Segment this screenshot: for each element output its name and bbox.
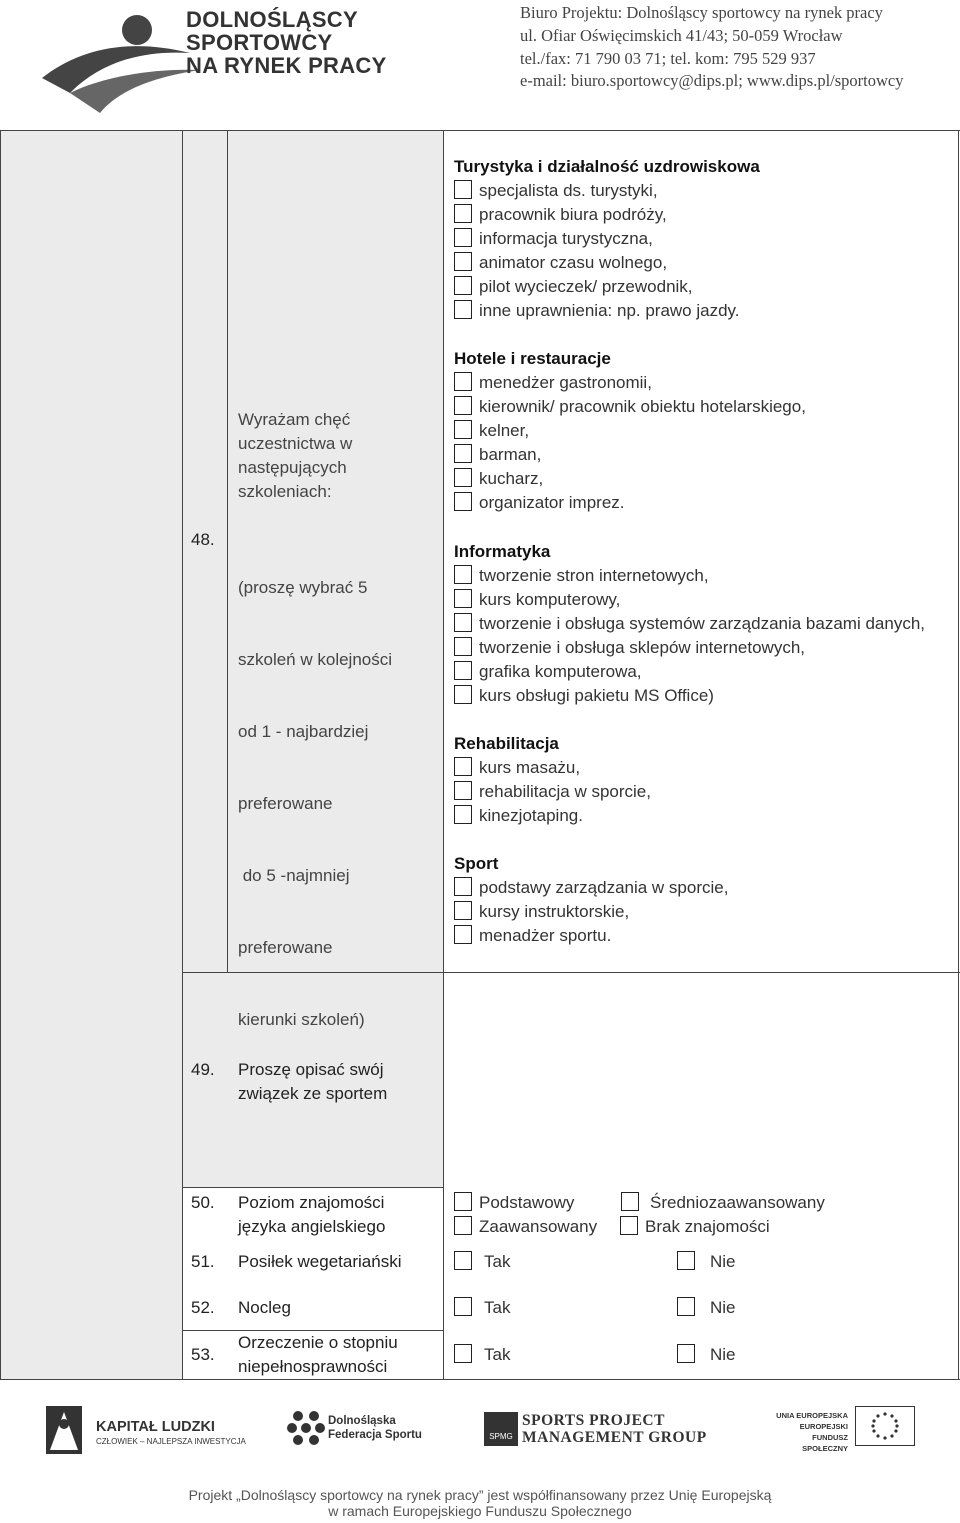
training-option-checkbox[interactable]	[454, 613, 472, 632]
section-title: Sport	[454, 854, 499, 873]
spmg-line: MANAGEMENT GROUP	[522, 1429, 707, 1446]
q52-label: Nocleg	[238, 1298, 291, 1317]
training-option-checkbox[interactable]	[454, 468, 472, 487]
training-option-checkbox[interactable]	[454, 661, 472, 680]
training-option-label: informacja turystyczna,	[479, 229, 653, 248]
footnote-line: w ramach Europejskiego Funduszu Społecznego	[328, 1503, 632, 1519]
dfs-line: Federacja Sportu	[328, 1429, 422, 1441]
q52-number: 52.	[191, 1298, 215, 1317]
training-option-label: kurs obsługi pakietu MS Office)	[479, 686, 714, 705]
q51-number: 51.	[191, 1252, 215, 1271]
disability-no-label: Nie	[710, 1345, 736, 1364]
kapital-ludzki-title: KAPITAŁ LUDZKI	[96, 1419, 215, 1435]
q50-number: 50.	[191, 1193, 215, 1212]
note-line: kierunki szkoleń)	[238, 1010, 365, 1029]
col-line	[958, 130, 959, 1380]
training-option-label: kelner,	[479, 421, 530, 440]
training-option-label: podstawy zarządzania w sporcie,	[479, 878, 729, 897]
col-line	[0, 130, 1, 1380]
col-line	[227, 130, 228, 972]
training-option-label: pilot wycieczek/ przewodnik,	[479, 277, 693, 296]
label-line: związek ze sportem	[238, 1084, 388, 1103]
prompt-line: następujących	[238, 458, 347, 477]
q48-number: 48.	[191, 530, 215, 549]
training-option-label: kierownik/ pracownik obiektu hotelarskiego,	[479, 397, 806, 416]
contact-line: Biuro Projektu: Dolnośląscy sportowcy na rynek pracy	[520, 3, 883, 22]
label-line: języka angielskiego	[238, 1217, 386, 1236]
training-option-label: menedżer gastronomii,	[479, 373, 652, 392]
vegetarian-no-label: Nie	[710, 1252, 736, 1271]
logo-line: NA RYNEK PRACY	[186, 53, 387, 78]
prompt-line: uczestnictwa w	[238, 434, 353, 453]
training-option-checkbox[interactable]	[454, 925, 472, 944]
training-option-checkbox[interactable]	[454, 444, 472, 463]
contact-line: e-mail: biuro.sportowcy@dips.pl; www.dips.pl/sportowcy	[520, 71, 904, 91]
training-option-checkbox[interactable]	[454, 492, 472, 511]
q49-answer-field[interactable]	[446, 975, 956, 1185]
contact-line: ul. Ofiar Oświęcimskich 41/43; 50-059 Wrocław	[520, 25, 843, 45]
note-line: szkoleń w kolejności	[238, 650, 393, 669]
training-option-label: inne uprawnienia: np. prawo jazdy.	[479, 301, 740, 320]
section-title: Turystyka i działalność uzdrowiskowa	[454, 157, 760, 176]
training-option-label: kinezjotaping.	[479, 806, 583, 825]
row-line	[0, 130, 960, 131]
label-line: Orzeczenie o stopniu	[238, 1333, 398, 1352]
training-option-checkbox[interactable]	[454, 781, 472, 800]
vegetarian-yes-checkbox[interactable]	[454, 1251, 472, 1270]
logo-emblem	[40, 8, 205, 113]
q53-label	[238, 1331, 398, 1379]
lodging-yes-label: Tak	[484, 1298, 511, 1317]
lodging-no-label: Nie	[710, 1298, 736, 1317]
english-intermediate-label: Średniozaawansowany	[650, 1193, 825, 1212]
q48-note	[238, 528, 392, 1080]
project-footnote	[0, 1487, 960, 1519]
label-line: Poziom znajomości	[238, 1193, 385, 1212]
col-line	[182, 130, 183, 1380]
section-title: Informatyka	[454, 542, 551, 561]
training-option-checkbox[interactable]	[454, 252, 472, 271]
lodging-no-checkbox[interactable]	[677, 1297, 695, 1316]
training-option-checkbox[interactable]	[454, 180, 472, 199]
spmg-line: SPORTS PROJECT	[522, 1412, 665, 1429]
row-line	[182, 1187, 443, 1188]
note-line: preferowane	[238, 938, 333, 957]
training-option-label: rehabilitacja w sporcie,	[479, 782, 651, 801]
ue-logo-text	[768, 1410, 848, 1454]
prompt-line: szkoleniach:	[238, 482, 332, 501]
training-option-checkbox[interactable]	[454, 396, 472, 415]
note-line: od 1 - najbardziej	[238, 722, 369, 741]
training-option-checkbox[interactable]	[454, 565, 472, 584]
label-line: niepełnosprawności	[238, 1357, 388, 1376]
dfs-line: Dolnośląska	[328, 1415, 396, 1427]
training-option-label: barman,	[479, 445, 542, 464]
training-option-checkbox[interactable]	[454, 204, 472, 223]
spmg-logo-text	[522, 1412, 707, 1446]
logo-line: DOLNOŚLĄSCY	[186, 7, 358, 32]
training-option-label: menadżer sportu.	[479, 926, 612, 945]
note-line: preferowane	[238, 794, 333, 813]
col-line	[443, 130, 444, 1380]
vegetarian-no-checkbox[interactable]	[677, 1251, 695, 1270]
training-option-label: grafika komputerowa,	[479, 662, 642, 681]
footnote-line: Projekt „Dolnośląscy sportowcy na rynek pracy” jest współfinansowany przez Unię Europejską	[188, 1487, 772, 1503]
english-advanced-label: Zaawansowany	[479, 1217, 598, 1236]
contact-line: tel./fax: 71 790 03 71; tel. kom: 795 529 937	[520, 48, 816, 68]
training-option-label: animator czasu wolnego,	[479, 253, 668, 272]
left-margin-shade	[0, 130, 182, 1380]
ue-line: UNIA EUROPEJSKA	[776, 1411, 848, 1420]
training-option-label: kucharz,	[479, 469, 544, 488]
training-option-checkbox[interactable]	[454, 757, 472, 776]
label-line: Proszę opisać swój	[238, 1060, 384, 1079]
training-option-checkbox[interactable]	[454, 877, 472, 896]
training-option-checkbox[interactable]	[454, 420, 472, 439]
dfs-logo-icon	[286, 1408, 326, 1448]
english-intermediate-checkbox[interactable]	[621, 1192, 639, 1211]
q53-number: 53.	[191, 1345, 215, 1364]
q50-label	[238, 1191, 385, 1239]
q49-number: 49.	[191, 1060, 215, 1079]
logo-wordmark	[186, 8, 387, 77]
training-option-checkbox[interactable]	[454, 805, 472, 824]
training-option-checkbox[interactable]	[454, 901, 472, 920]
training-option-label: pracownik biura podróży,	[479, 205, 667, 224]
training-option-label: kurs masażu,	[479, 758, 581, 777]
section-title: Rehabilitacja	[454, 734, 559, 753]
row-line	[0, 1379, 960, 1380]
training-option-checkbox[interactable]	[454, 372, 472, 391]
logo-line: SPORTOWCY	[186, 30, 333, 55]
training-option-label: specjalista ds. turystyki,	[479, 181, 658, 200]
training-option-checkbox[interactable]	[454, 300, 472, 319]
vegetarian-yes-label: Tak	[484, 1252, 511, 1271]
training-option-label: tworzenie stron internetowych,	[479, 566, 709, 585]
q49-label	[238, 1058, 387, 1106]
contact-block	[520, 2, 904, 93]
section-title: Hotele i restauracje	[454, 349, 611, 368]
english-none-checkbox[interactable]	[620, 1216, 638, 1235]
note-line: do 5 -najmniej	[238, 866, 350, 885]
q48-prompt	[238, 408, 352, 504]
english-none-label: Brak znajomości	[645, 1217, 770, 1236]
english-advanced-checkbox[interactable]	[454, 1216, 472, 1235]
disability-yes-label: Tak	[484, 1345, 511, 1364]
english-basic-label: Podstawowy	[479, 1193, 575, 1212]
training-option-label: tworzenie i obsługa sklepów internetowych,	[479, 638, 806, 657]
training-option-checkbox[interactable]	[454, 276, 472, 295]
training-option-label: kursy instruktorskie,	[479, 902, 630, 921]
prompt-line: Wyrażam chęć	[238, 410, 351, 429]
training-option-checkbox[interactable]	[454, 228, 472, 247]
ue-line: EUROPEJSKI	[799, 1422, 848, 1431]
training-option-checkbox[interactable]	[454, 637, 472, 656]
note-line: (proszę wybrać 5	[238, 578, 368, 597]
eu-flag-icon	[855, 1406, 915, 1446]
kapital-ludzki-logo-icon	[42, 1402, 86, 1458]
english-basic-checkbox[interactable]	[454, 1192, 472, 1211]
q51-label: Posiłek wegetariański	[238, 1252, 402, 1271]
ue-line: FUNDUSZ SPOŁECZNY	[802, 1433, 848, 1453]
disability-yes-checkbox[interactable]	[454, 1344, 472, 1363]
training-option-label: tworzenie i obsługa systemów zarządzania bazami danych,	[479, 614, 926, 633]
kapital-ludzki-subtitle: CZŁOWIEK – NAJLEPSZA INWESTYCJA	[96, 1437, 246, 1446]
training-option-checkbox[interactable]	[454, 589, 472, 608]
training-option-checkbox[interactable]	[454, 685, 472, 704]
training-option-label: organizator imprez.	[479, 493, 625, 512]
lodging-yes-checkbox[interactable]	[454, 1297, 472, 1316]
spmg-badge: SPMG	[484, 1412, 518, 1446]
training-option-label: kurs komputerowy,	[479, 590, 621, 609]
disability-no-checkbox[interactable]	[677, 1344, 695, 1363]
dfs-logo-text	[328, 1414, 422, 1442]
